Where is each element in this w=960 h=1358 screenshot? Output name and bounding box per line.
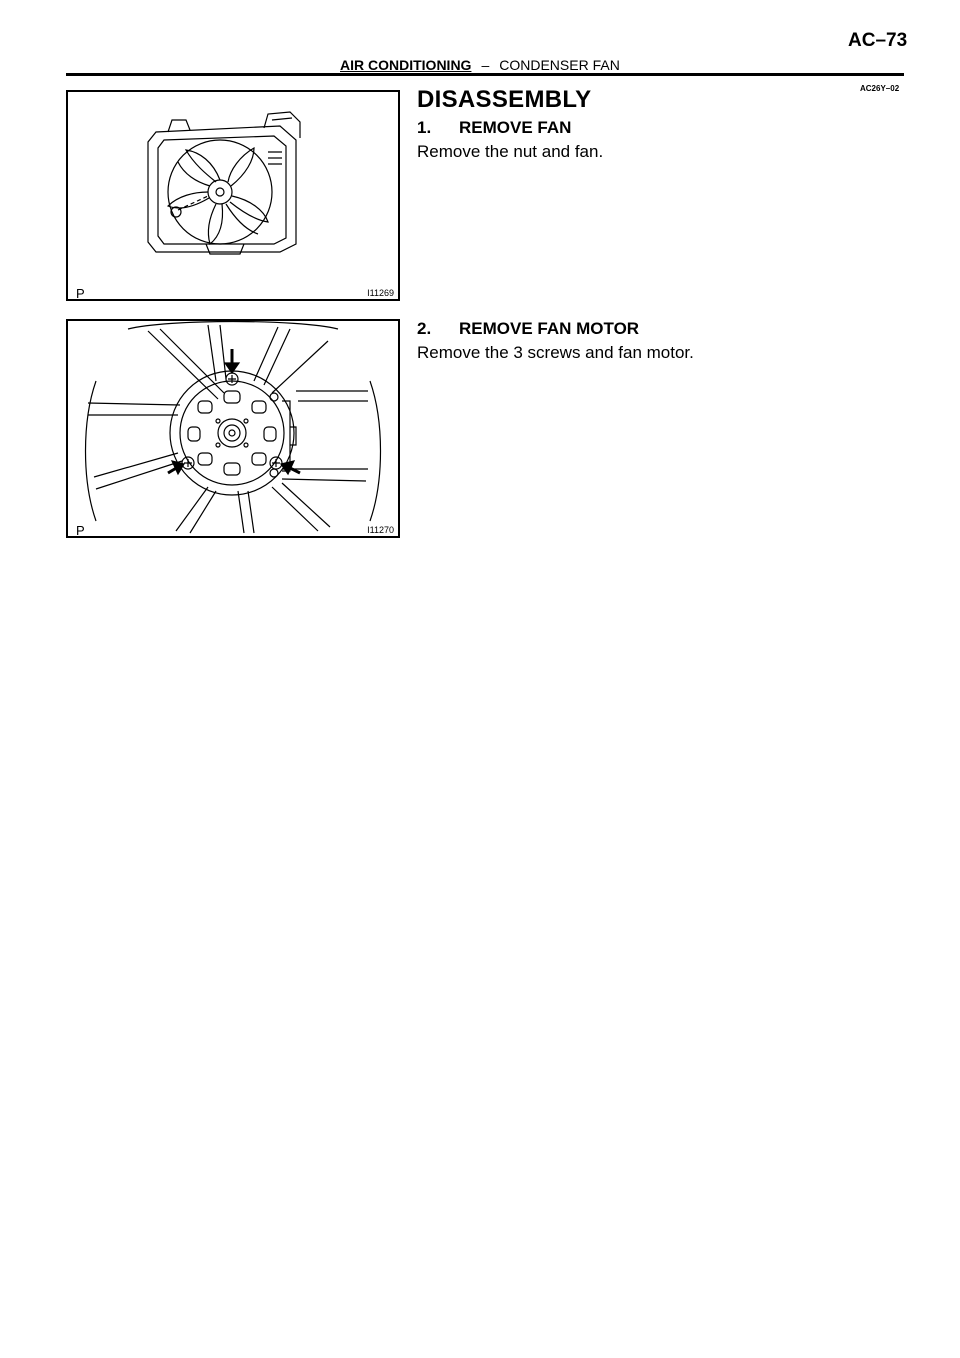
figure-2-code: I11270 xyxy=(367,525,394,535)
page-number: AC–73 xyxy=(848,30,908,51)
step-2-title xyxy=(417,319,639,339)
step-1-title-text: REMOVE FAN xyxy=(459,118,572,137)
section-title: AIR CONDITIONING xyxy=(340,57,472,73)
figure-1-letter: P xyxy=(76,286,85,301)
figure-2-letter: P xyxy=(76,523,85,538)
doc-code: AC26Y–02 xyxy=(860,84,900,93)
page-heading: DISASSEMBLY xyxy=(417,86,592,113)
header-separator: – xyxy=(481,57,490,73)
step-1-text: Remove the nut and fan. xyxy=(417,142,604,161)
fan-shroud-illustration xyxy=(68,92,398,299)
step-2-number: 2. xyxy=(417,319,432,338)
figure-2 xyxy=(66,319,400,538)
figure-1-code: I11269 xyxy=(367,288,394,298)
subsection-title: CONDENSER FAN xyxy=(499,57,620,73)
section-header xyxy=(340,57,620,73)
header-rule xyxy=(66,73,904,76)
step-1-title xyxy=(417,118,571,138)
step-2-text: Remove the 3 screws and fan motor. xyxy=(417,343,694,362)
step-2-title-text: REMOVE FAN MOTOR xyxy=(459,319,640,338)
step-1-number: 1. xyxy=(417,118,432,137)
fan-motor-illustration xyxy=(68,321,398,536)
figure-1 xyxy=(66,90,400,301)
